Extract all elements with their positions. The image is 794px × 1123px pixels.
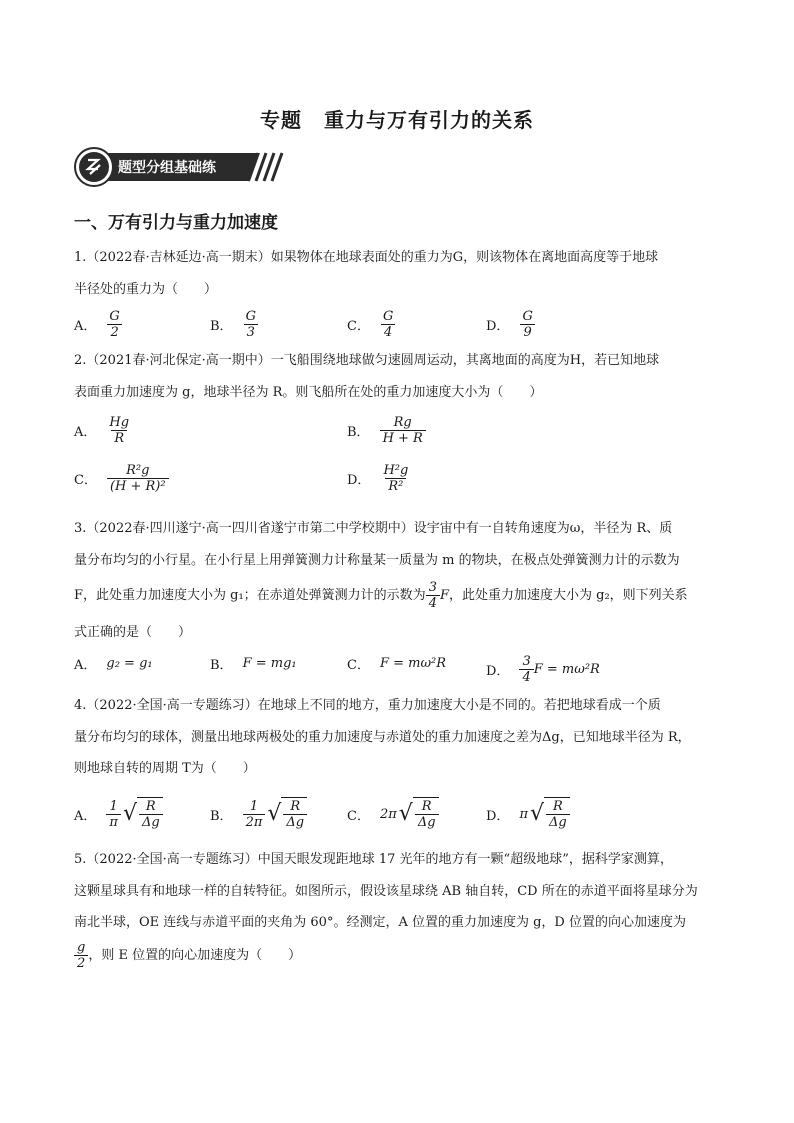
q2-option-b[interactable]: B． $\frac{Rg}{H + R}$ [347,415,426,446]
q2-stem-line2: 表面重力加速度为 g，地球半径为 R。则飞船所在处的重力加速度大小为（ ） [74,385,543,400]
q3-option-a[interactable]: A． g₂ = g₁ [74,656,153,673]
q4-stem-line3: 则地球自转的周期 T为（ ） [74,761,256,776]
section-badge [74,147,284,187]
q5-line4-text: ，则 E 位置的向心加速度为（ ） [88,947,302,963]
q3-line3-end: ，此处重力加速度大小为 g₂，则下列关系 [449,587,688,603]
q5-stem-line2: 这颗星球具有和地球一样的自转特征。如图所示，假设该星球绕 AB 轴自转，CD 所在的赤道平面将星球分为 [74,884,698,899]
q2-option-c[interactable]: C． $\frac{\text{R²g}}{\text{(H + R)²}}$ [74,463,169,494]
page-title [0,104,794,133]
q2-option-a[interactable]: A． $\frac{Hg}{R}$ [74,415,130,446]
badge-label: 题型分组基础练 [118,160,216,176]
q1-option-c[interactable]: C． $\frac{G}{4}$ [347,309,394,340]
q3-option-c[interactable]: C． F = mω²R [347,656,447,673]
q3-stem-line3 [74,580,688,611]
q4-option-b[interactable]: B． $\frac{1}{2\pi}$ √ $\frac{R}{\Delta g}$ [210,797,307,831]
q1-option-b[interactable]: B． $\frac{G}{3}$ [210,309,256,340]
q1-option-d[interactable]: D． $\frac{G}{9}$ [486,309,533,340]
q1-stem-line2: 半径处的重力为（ ） [74,282,218,297]
q2-option-d[interactable]: D． $\frac{\text{H²g}}{\text{R²}}$ [347,463,409,494]
q3-stem-line2: 量分布均匀的小行星。在小行星上用弹簧测力计称量某一质量为 m 的物块，在极点处弹簧测力计的示数为 [74,553,680,568]
q3-three-quarters: $\frac{3}{4}$ [426,580,440,611]
q3-frac-var: F [439,587,449,603]
section-heading: 一、万有引力与重力加速度 [74,213,278,233]
q2-stem-line1: 2.（2021春·河北保定·高一期中）一飞船围绕地球做匀速圆周运动，其离地面的高度为H，若已知地球 [74,353,660,368]
q3-stem-line4: 式正确的是（ ） [74,625,192,640]
q1-stem-line1: 1.（2022春·吉林延边·高一期末）如果物体在地球表面处的重力为G，则该物体在离地面高度等于地球 [74,250,659,265]
q4-option-d[interactable]: D． π √ $\frac{R}{\Delta g}$ [486,797,570,831]
title-prefix: 专题 [260,108,302,132]
q3-line3-start: F，此处重力加速度大小为 g₁；在赤道处弹簧测力计的示数为 [74,587,426,603]
q3-option-d[interactable]: D． $\frac{3}{4}$ F = mω²R [486,654,600,685]
q5-stem-line3: 南北半球，OE 连线与赤道平面的夹角为 60°。经测定，A 位置的重力加速度为 g，D 位置的向心加速度为 [74,915,686,930]
q4-option-c[interactable]: C． 2π √ $\frac{R}{\Delta g}$ [347,797,439,831]
q5-g-over-2: $\frac{g}{2}$ [74,940,88,971]
q5-stem-line4 [74,940,301,971]
q3-option-b[interactable]: B． F = mg₁ [210,656,297,673]
q1-option-a[interactable]: A． $\frac{G}{2}$ [74,309,120,340]
q4-stem-line2: 量分布均匀的球体，测量出地球两极处的重力加速度与赤道处的重力加速度之差为Δg，已知地球半径为 R， [74,730,691,745]
q5-stem-line1: 5.（2022·全国·高一专题练习）中国天眼发现距地球 17 光年的地方有一颗“超级地球”，据科学家测算， [74,852,673,867]
q3-stem-line1: 3.（2022春·四川遂宁·高一四川省遂宁市第二中学校期中）设宇宙中有一自转角速度为ω，半径为 R、质 [74,521,673,536]
title-main: 重力与万有引力的关系 [324,108,534,132]
q4-stem-line1: 4.（2022·全国·高一专题练习）在地球上不同的地方，重力加速度大小是不同的。若把地球看成一个质 [74,698,661,713]
q4-option-a[interactable]: A． $\frac{1}{\pi}$ √ $\frac{R}{\Delta g}$ [74,797,163,831]
